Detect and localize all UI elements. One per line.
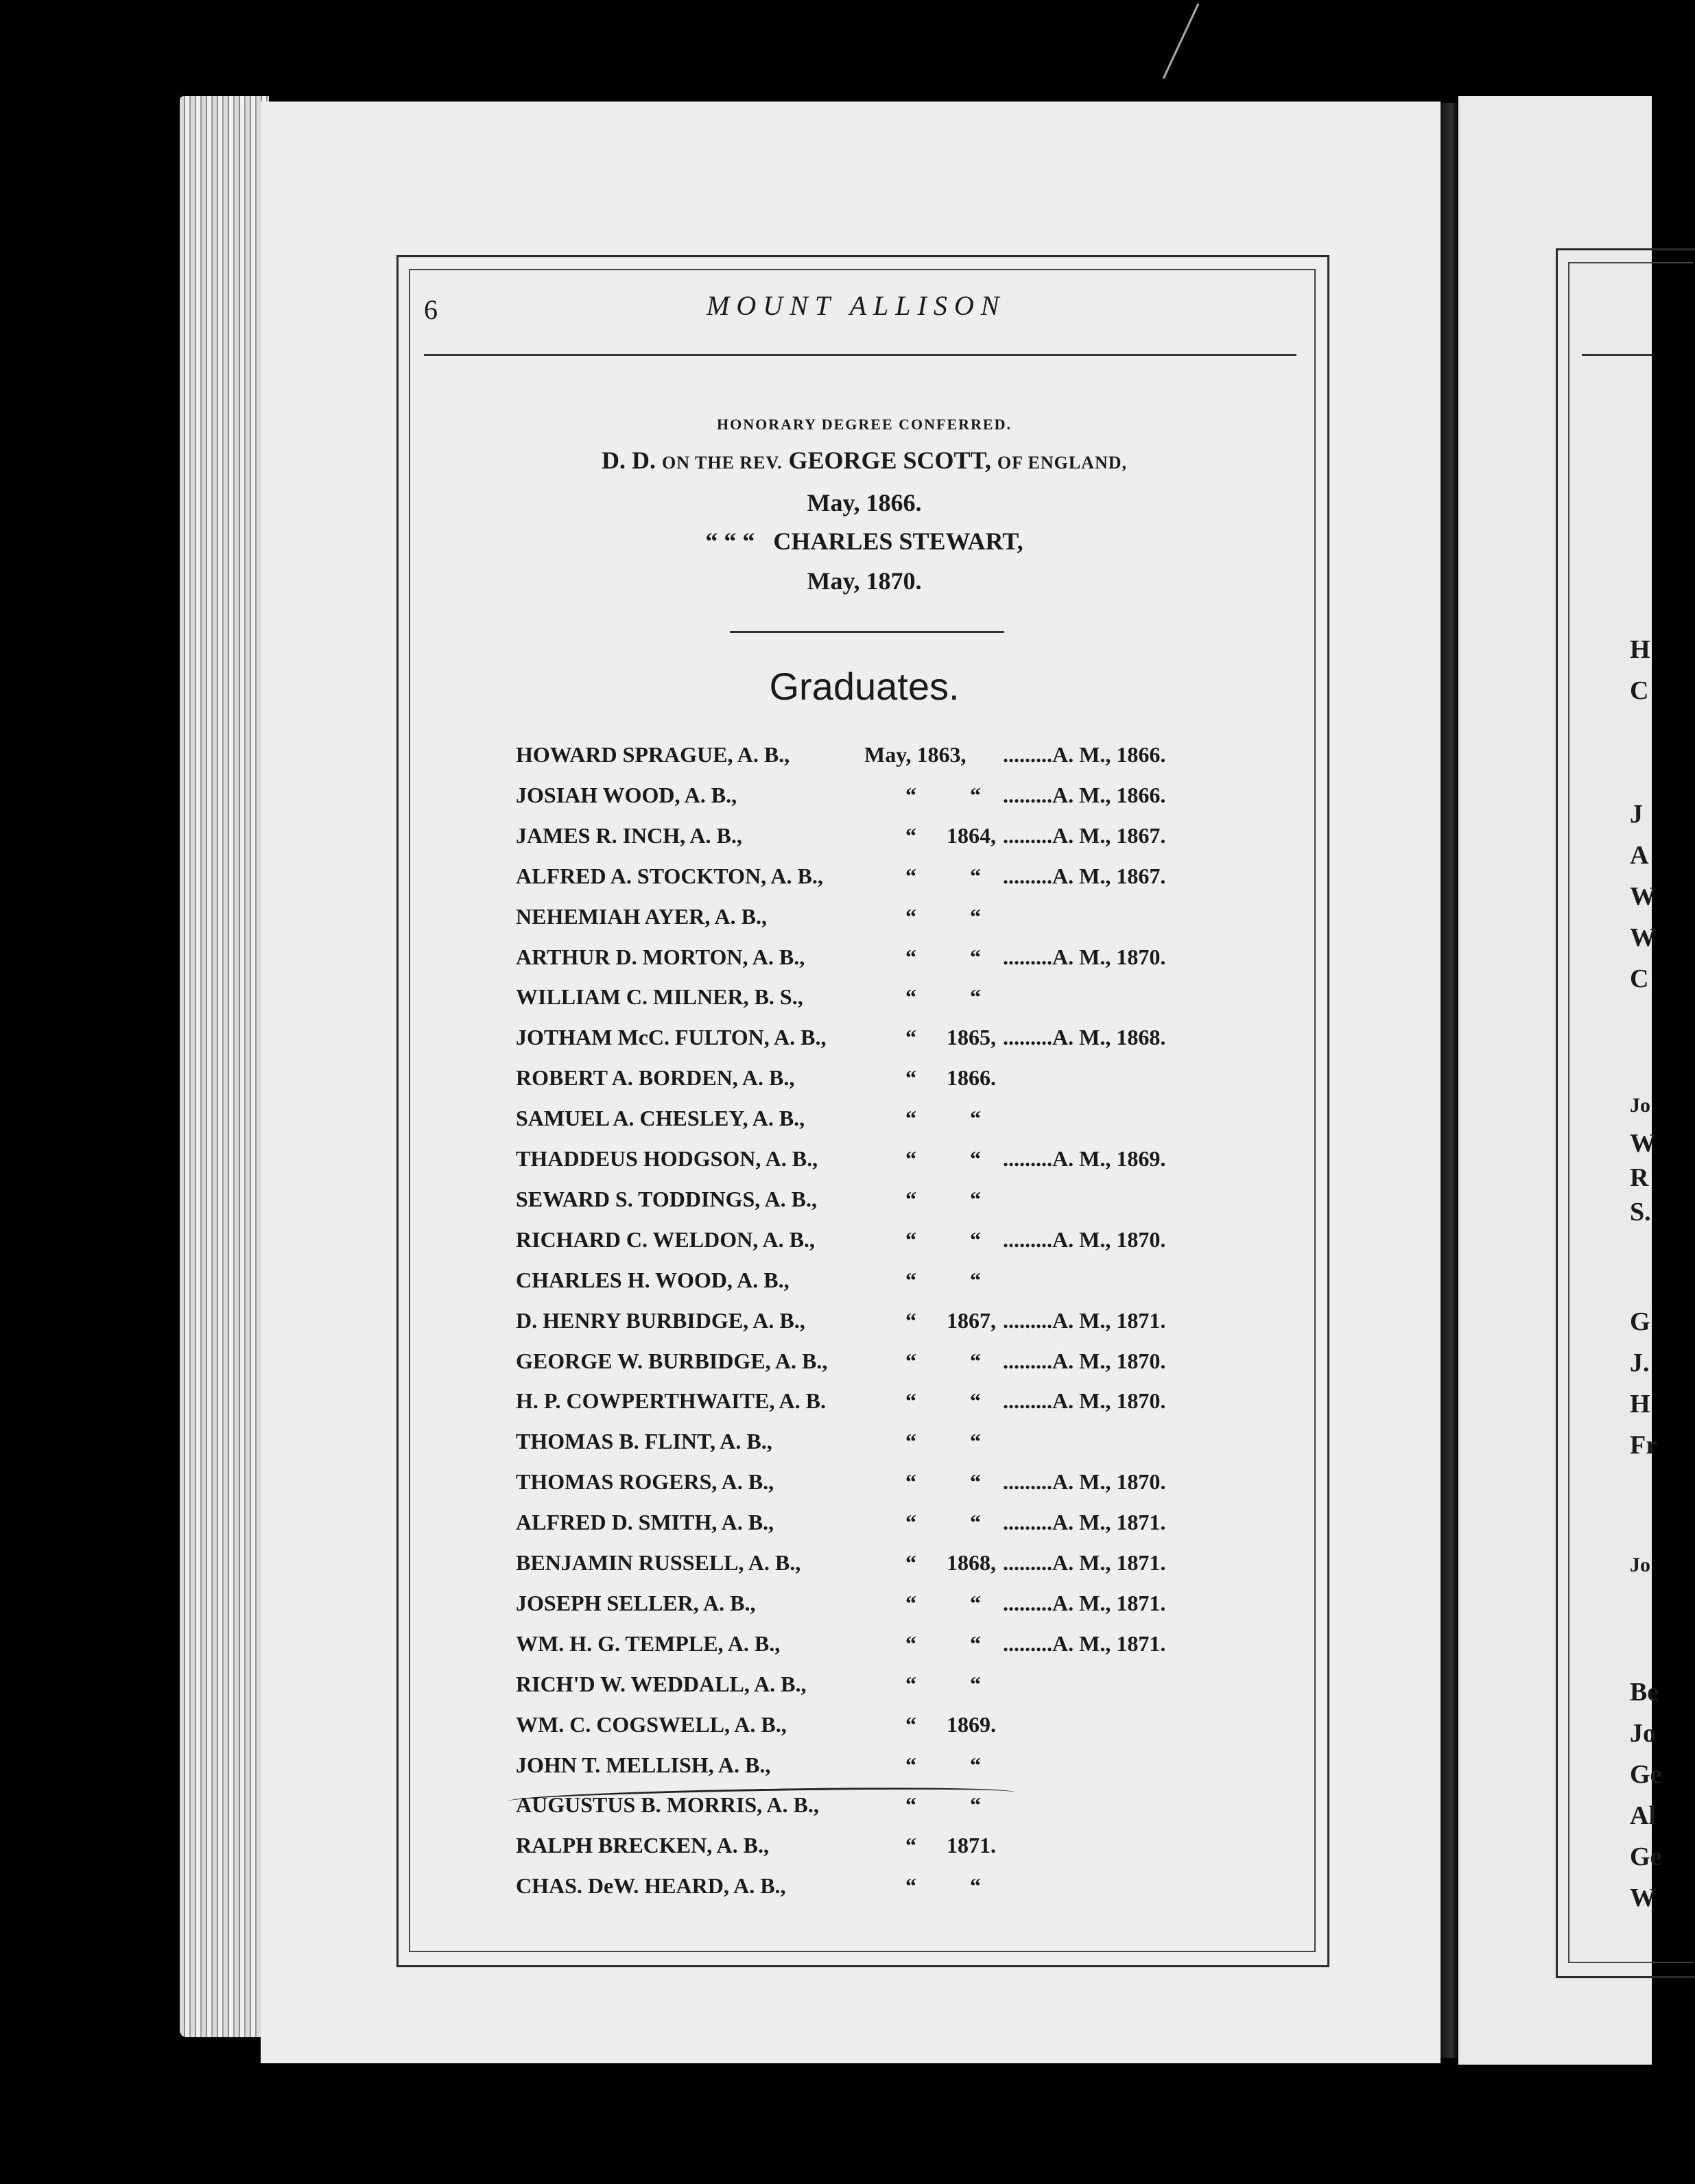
ditto-mark: “ — [970, 782, 981, 807]
master-degree: .........A. M., 1871. — [1003, 1510, 1166, 1535]
page-number: 6 — [424, 294, 438, 325]
graduate-row — [0, 1187, 1303, 1217]
honorary-line-1 — [412, 446, 1317, 475]
master-degree: .........A. M., 1866. — [1003, 742, 1166, 767]
graduate-name: JOSEPH SELLER, A. B., — [516, 1590, 756, 1615]
master-degree: .........A. M., 1871. — [1003, 1550, 1166, 1575]
ditto-mark: “ — [905, 822, 916, 848]
graduate-name: ALFRED A. STOCKTON, A. B., — [516, 863, 823, 888]
ditto-mark: “ — [970, 1106, 981, 1131]
ditto-mark: “ — [905, 1469, 916, 1495]
ditto-mark: “ — [905, 1711, 916, 1737]
graduate-row — [0, 823, 1303, 853]
graduate-row — [0, 1469, 1303, 1499]
graduates-title: Graduates. — [769, 665, 960, 708]
section-rule — [730, 631, 1004, 633]
graduate-row — [0, 1065, 1303, 1095]
master-degree: .........A. M., 1871. — [1003, 1307, 1166, 1333]
graduate-name: AUGUSTUS B. MORRIS, A. B., — [516, 1792, 819, 1818]
graduate-row — [0, 783, 1303, 813]
graduate-name: ALFRED D. SMITH, A. B., — [516, 1510, 774, 1535]
graduate-row — [0, 1268, 1303, 1298]
graduate-name: JOHN T. MELLISH, A. B., — [516, 1752, 771, 1777]
graduate-row — [0, 1510, 1303, 1540]
right-page-fragment: Jo — [1630, 1554, 1650, 1576]
right-page-fragment: W — [1630, 882, 1656, 911]
graduate-row — [0, 904, 1303, 934]
recipient-origin: OF ENGLAND, — [997, 453, 1128, 473]
master-degree: .........A. M., 1871. — [1003, 1630, 1166, 1656]
header-rule — [424, 354, 1296, 356]
ditto-mark: “ — [905, 1671, 916, 1696]
graduate-name: JOSIAH WOOD, A. B., — [516, 782, 737, 807]
running-head: MOUNT ALLISON — [707, 290, 1006, 321]
graduate-row — [0, 1349, 1303, 1379]
graduate-row — [0, 1712, 1303, 1742]
master-degree: .........A. M., 1870. — [1003, 1226, 1166, 1252]
right-page-fragment: J — [1630, 800, 1643, 829]
graduate-name: JAMES R. INCH, A. B., — [516, 822, 742, 848]
graduate-name: H. P. COWPERTHWAITE, A. B. — [516, 1388, 826, 1414]
graduate-row — [0, 1873, 1303, 1903]
book-gutter — [1441, 103, 1458, 2058]
graduate-year: May, 1863, — [864, 742, 967, 767]
graduate-name: GEORGE W. BURBIDGE, A. B., — [516, 1348, 828, 1373]
graduate-row — [0, 742, 1303, 772]
honorary-line-3 — [412, 527, 1317, 556]
graduate-year: 1865, — [947, 1025, 996, 1050]
ditto-mark: “ — [970, 1671, 981, 1696]
graduate-name: CHAS. DeW. HEARD, A. B., — [516, 1873, 786, 1899]
graduate-row — [0, 1550, 1303, 1580]
master-degree: .........A. M., 1866. — [1003, 782, 1166, 807]
ditto-mark: “ — [905, 782, 916, 807]
graduate-row — [0, 984, 1303, 1014]
right-page-fragment: Fr — [1630, 1431, 1658, 1460]
degree-label: D. D. — [601, 447, 656, 474]
graduate-name: RALPH BRECKEN, A. B., — [516, 1833, 769, 1858]
honorary-line-4: May, 1870. — [807, 567, 922, 595]
ditto-mark: “ — [970, 944, 981, 969]
recipient-name: GEORGE SCOTT, — [788, 447, 991, 474]
ditto-mark: “ — [970, 1590, 981, 1615]
ditto-mark: “ — [905, 1307, 916, 1333]
master-degree: .........A. M., 1869. — [1003, 1146, 1166, 1171]
master-degree: .........A. M., 1868. — [1003, 1025, 1166, 1050]
ditto-mark: “ — [905, 1630, 916, 1656]
right-page-fragment: C — [1630, 964, 1649, 993]
graduate-row — [0, 1025, 1303, 1055]
graduate-name: ROBERT A. BORDEN, A. B., — [516, 1065, 795, 1091]
graduate-name: D. HENRY BURBIDGE, A. B., — [516, 1307, 805, 1333]
ditto-mark: “ — [970, 903, 981, 929]
graduate-year: 1866. — [947, 1065, 996, 1091]
graduate-name: CHARLES H. WOOD, A. B., — [516, 1267, 790, 1292]
ditto-mark: “ — [905, 1065, 916, 1091]
right-page-fragment: Jo — [1630, 1094, 1650, 1117]
ditto-mark: “ — [905, 1106, 916, 1131]
graduate-name: ARTHUR D. MORTON, A. B., — [516, 944, 805, 969]
right-page-fragment: Ge — [1630, 1842, 1662, 1871]
ditto-mark: “ — [905, 1792, 916, 1818]
master-degree: .........A. M., 1867. — [1003, 863, 1166, 888]
graduate-row — [0, 1308, 1303, 1338]
ditto-marks: “ “ “ — [705, 527, 755, 555]
ditto-mark: “ — [905, 1226, 916, 1252]
right-page-fragment: H — [1630, 1390, 1650, 1419]
ditto-mark: “ — [905, 1146, 916, 1171]
ditto-mark: “ — [905, 903, 916, 929]
ditto-mark: “ — [970, 1630, 981, 1656]
graduate-name: RICH'D W. WEDDALL, A. B., — [516, 1671, 807, 1696]
right-page-fragment: W — [1630, 1884, 1656, 1912]
ditto-mark: “ — [905, 1025, 916, 1050]
ditto-mark: “ — [970, 1429, 981, 1454]
graduate-name: WILLIAM C. MILNER, B. S., — [516, 984, 803, 1010]
graduate-row — [0, 1631, 1303, 1661]
graduate-row — [0, 1227, 1303, 1257]
right-page-fragment: C — [1630, 676, 1649, 705]
graduate-row — [0, 1106, 1303, 1136]
ditto-mark: “ — [905, 1833, 916, 1858]
graduate-row — [0, 1591, 1303, 1621]
ditto-mark: “ — [905, 1267, 916, 1292]
right-page-head-rule — [1582, 354, 1652, 356]
ditto-mark: “ — [905, 1590, 916, 1615]
right-page-fragment: A — [1630, 841, 1649, 870]
graduate-name: THOMAS ROGERS, A. B., — [516, 1469, 774, 1495]
right-page-fragment: H — [1630, 635, 1650, 664]
graduate-row — [0, 945, 1303, 975]
ditto-mark: “ — [970, 1348, 981, 1373]
graduate-name: WM. C. COGSWELL, A. B., — [516, 1711, 787, 1737]
ditto-mark: “ — [970, 1146, 981, 1171]
graduate-row — [0, 1753, 1303, 1783]
ditto-mark: “ — [970, 1388, 981, 1414]
ditto-mark: “ — [970, 984, 981, 1010]
graduate-name: THOMAS B. FLINT, A. B., — [516, 1429, 772, 1454]
graduate-year: 1868, — [947, 1550, 996, 1575]
ditto-mark: “ — [905, 1752, 916, 1777]
graduate-name: SAMUEL A. CHESLEY, A. B., — [516, 1106, 805, 1131]
honorary-title: HONORARY DEGREE CONFERRED. — [717, 416, 1012, 433]
graduate-year: 1869. — [947, 1711, 996, 1737]
ditto-mark: “ — [970, 1510, 981, 1535]
graduate-name: THADDEUS HODGSON, A. B., — [516, 1146, 818, 1171]
ditto-mark: “ — [905, 1429, 916, 1454]
degree-prefix: ON THE REV. — [661, 453, 783, 473]
right-page-fragment: W — [1630, 1129, 1656, 1158]
right-page-fragment: Jo — [1630, 1719, 1656, 1748]
graduate-name: BENJAMIN RUSSELL, A. B., — [516, 1550, 801, 1575]
master-degree: .........A. M., 1867. — [1003, 822, 1166, 848]
right-page-fragment: Ge — [1630, 1760, 1662, 1789]
graduate-year: 1867, — [947, 1307, 996, 1333]
recipient-name-2: CHARLES STEWART, — [773, 527, 1023, 555]
graduate-name: HOWARD SPRAGUE, A. B., — [516, 742, 790, 767]
ditto-mark: “ — [905, 944, 916, 969]
right-page-fragment: W — [1630, 923, 1656, 952]
ditto-mark: “ — [905, 1550, 916, 1575]
ditto-mark: “ — [970, 1469, 981, 1495]
ditto-mark: “ — [970, 863, 981, 888]
graduate-year: 1864, — [947, 822, 996, 848]
ditto-mark: “ — [970, 1186, 981, 1211]
ditto-mark: “ — [905, 863, 916, 888]
ditto-mark: “ — [905, 1348, 916, 1373]
graduate-name: WM. H. G. TEMPLE, A. B., — [516, 1630, 781, 1656]
graduate-year: 1871. — [947, 1833, 996, 1858]
master-degree: .........A. M., 1870. — [1003, 944, 1166, 969]
ditto-mark: “ — [970, 1792, 981, 1818]
graduate-row — [0, 864, 1303, 894]
right-page-fragment: Be — [1630, 1678, 1659, 1707]
master-degree: .........A. M., 1870. — [1003, 1348, 1166, 1373]
right-page-fragment: G — [1630, 1307, 1650, 1336]
ditto-mark: “ — [905, 984, 916, 1010]
ditto-mark: “ — [905, 1510, 916, 1535]
master-degree: .........A. M., 1870. — [1003, 1469, 1166, 1495]
ditto-mark: “ — [970, 1752, 981, 1777]
ditto-mark: “ — [905, 1873, 916, 1899]
graduate-name: RICHARD C. WELDON, A. B., — [516, 1226, 815, 1252]
right-page-fragment: J. — [1630, 1349, 1650, 1377]
master-degree: .........A. M., 1870. — [1003, 1388, 1166, 1414]
graduate-name: SEWARD S. TODDINGS, A. B., — [516, 1186, 817, 1211]
graduate-name: NEHEMIAH AYER, A. B., — [516, 903, 767, 929]
graduate-row — [0, 1672, 1303, 1702]
ditto-mark: “ — [905, 1388, 916, 1414]
graduate-name: JOTHAM McC. FULTON, A. B., — [516, 1025, 827, 1050]
right-page-fragment: S. — [1630, 1198, 1651, 1226]
graduate-row — [0, 1429, 1303, 1459]
scratch-mark — [1163, 3, 1199, 79]
honorary-line-2: May, 1866. — [807, 489, 922, 517]
ditto-mark: “ — [970, 1226, 981, 1252]
ditto-mark: “ — [970, 1873, 981, 1899]
ditto-mark: “ — [905, 1186, 916, 1211]
graduate-row — [0, 1146, 1303, 1176]
right-page-fragment: Al — [1630, 1801, 1656, 1830]
master-degree: .........A. M., 1871. — [1003, 1590, 1166, 1615]
graduate-row — [0, 1388, 1303, 1419]
right-page-fragment: R — [1630, 1163, 1649, 1192]
graduate-row — [0, 1833, 1303, 1863]
ditto-mark: “ — [970, 1267, 981, 1292]
